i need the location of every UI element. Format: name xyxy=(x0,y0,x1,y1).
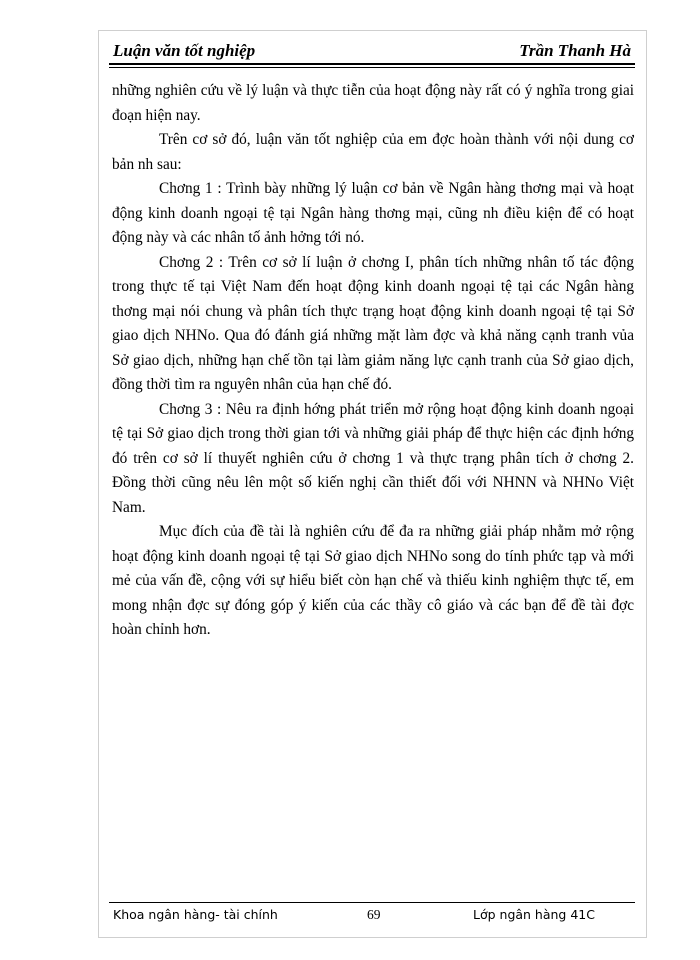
footer-class: Lớp ngân hàng 41C xyxy=(473,907,595,922)
paragraph-chapter-2: Chơng 2 : Trên cơ sở lí luận ở chơng I, phân tích những nhân tố tác động trong thực tế tại Việt Nam đến hoạt động kinh doanh ngoại tệ tại các Ngân hàng thơng mại nói chung và phân tích thực trạng hoạt động kinh doanh ngoại tệ tại Sở giao dịch NHNo. Qua đó đánh giá những mặt làm đợc và khả năng cạnh tranh vủa Sở giao dịch, những hạn chế tồn tại làm giảm năng lực cạnh tranh của Sở giao dịch, đồng thời tìm ra nguyên nhân của hạn chế đó. xyxy=(112,253,634,393)
footer-faculty: Khoa ngân hàng- tài chính xyxy=(113,907,278,922)
header-thesis-title: Luận văn tốt nghiệp xyxy=(113,41,256,60)
body-text xyxy=(112,79,634,643)
paragraph-purpose: Mục đích của đề tài là nghiên cứu để đa ra những giải pháp nhằm mở rộng hoạt động kinh doanh ngoại tệ tại Sở giao dịch NHNo song do tính phức tạp và mới mẻ của vấn đề, cộng với sự hiểu biết còn hạn chế và thiếu kinh nghiệm thực tế, em mong nhận đợc sự đóng góp ý kiến của các thầy cô giáo và các bạn để đề tài đợc hoàn chỉnh hơn. xyxy=(112,523,634,638)
header-rule-thin xyxy=(109,67,635,68)
paragraph-chapter-1: Chơng 1 : Trình bày những lý luận cơ bản về Ngân hàng thơng mại và hoạt động kinh doanh ngoại tệ tại Ngân hàng thơng mại, cũng nh điều kiện để có hoạt động này và các nhân tố ảnh hởng tới nó. xyxy=(112,180,634,246)
page-header xyxy=(109,40,635,70)
paragraph-intro: Trên cơ sở đó, luận văn tốt nghiệp của em đợc hoàn thành với nội dung cơ bản nh sau: xyxy=(112,131,634,173)
footer-rule xyxy=(109,902,635,903)
paragraph-continuation: những nghiên cứu về lý luận và thực tiễn của hoạt động này rất có ý nghĩa trong giai đoạn hiện nay. xyxy=(112,82,634,124)
paragraph-chapter-3: Chơng 3 : Nêu ra định hớng phát triển mở rộng hoạt động kinh doanh ngoại tệ tại Sở giao dịch trong thời gian tới và những giải pháp để thực hiện các định hớng đó trên cơ sở lí thuyết nghiên cứu ở chơng 1 và thực trạng phân tích ở chơng 2. Đồng thời cũng nêu lên một số kiến nghị cần thiết đối với NHNN và NHNo Việt Nam. xyxy=(112,400,634,516)
page-footer xyxy=(109,907,635,929)
footer-page-number: 69 xyxy=(367,907,381,922)
header-rule xyxy=(109,63,635,65)
header-author-name: Trần Thanh Hà xyxy=(519,41,631,60)
